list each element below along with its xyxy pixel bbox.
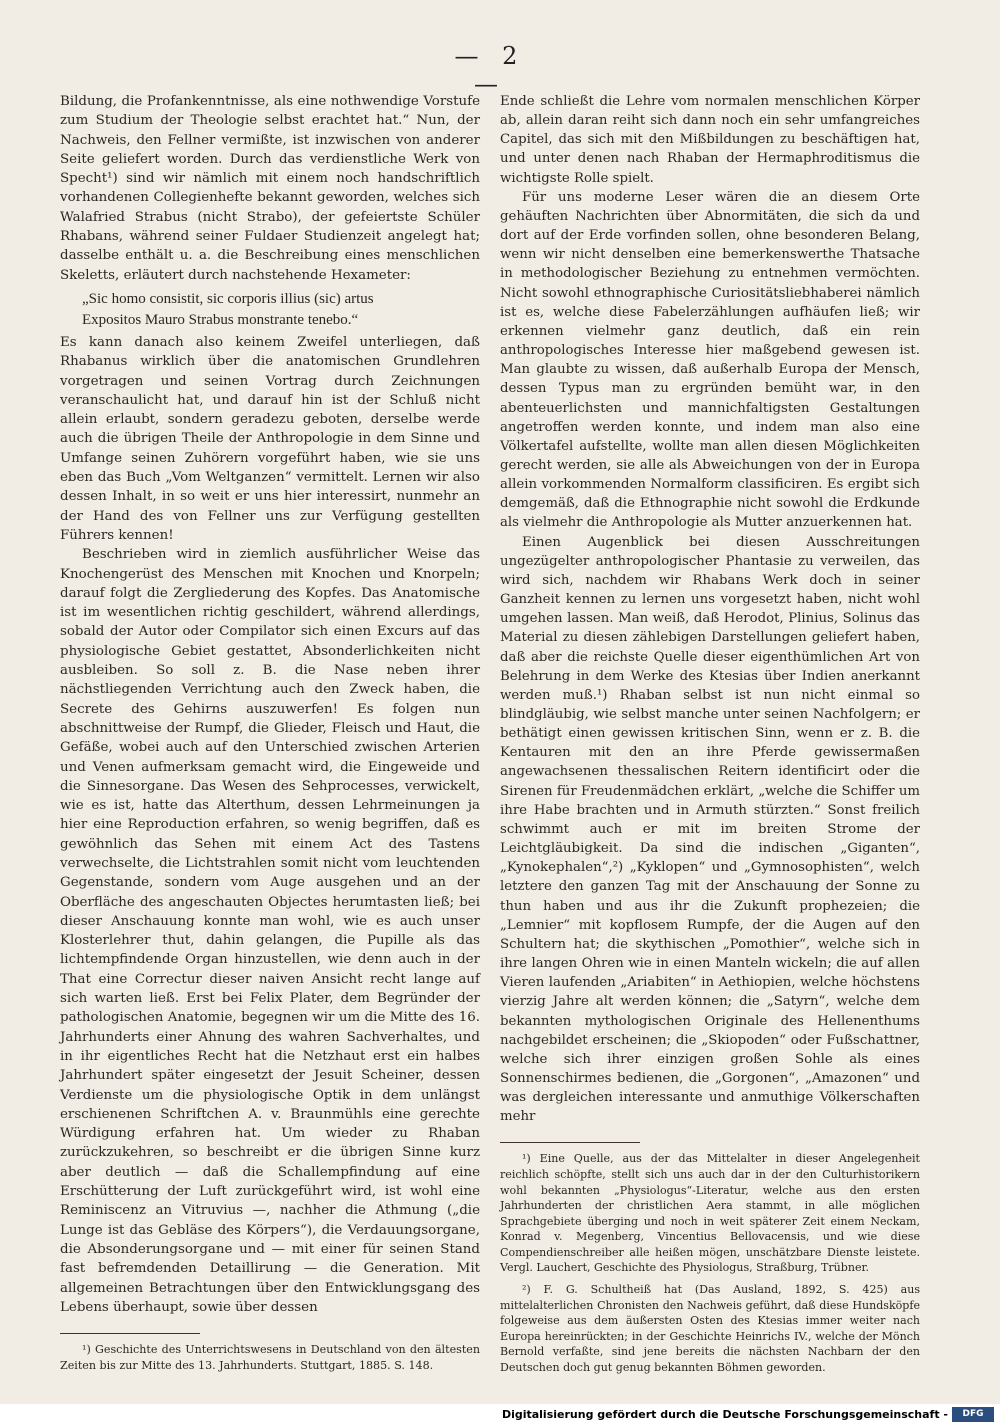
quote-line: Expositos Mauro Strabus monstrante tenebo.“ bbox=[82, 311, 359, 328]
page-number: — 2 — bbox=[454, 42, 526, 98]
footnote: ¹) Eine Quelle, aus der das Mittelalter in dieser Angelegenheit reichlich schöpfte, stellt sich uns auch dar in der den Culturhistorikern wohl bekannten „Physiologus“-Literatur, welche aus den ersten Jahrhunderten der christlichen Aera stammt, in alle möglichen Sprachgebiete überging und noch in weit späterer Zeit einem Neckam, Konrad v. Megenberg, Vincentius Bellovacensis, und wie diese Compendienschreiber alle heißen mögen, unschätzbare Dienste leistete. Vergl. Lauchert, Geschichte des Physiologus, Straßburg, Trübner. bbox=[500, 1152, 920, 1275]
paragraph: Es kann danach also keinem Zweifel unterliegen, daß Rhabanus wirklich über die anatomischen Grundlehren vorgetragen und seinen Vortrag durch Zeichnungen veranschaulicht hat, und darauf hin ist der Schluß nicht allein erlaubt, sondern geradezu geboten, derselbe werde auch die übrigen Theile der Anthropologie in dem Sinne und Umfange seinen Zuhörern vorgeführt haben, wie sie uns eben das Buch „Vom Weltganzen“ vermittelt. Lernen wir also dessen Inhalt, in so weit er uns hier interessirt, nunmehr an der Hand des von Fellner uns zur Verfügung gestellten Führers kennen! bbox=[60, 334, 480, 543]
latin-quote bbox=[60, 289, 480, 331]
quote-line: „Sic homo consistit, sic corporis illius (sic) artus bbox=[82, 290, 374, 307]
paragraph: Beschrieben wird in ziemlich ausführlicher Weise das Knochengerüst des Menschen mit Knochen und Knorpeln; darauf folgt die Zergliederung des Kopfes. Das Anatomische ist im wesentlichen richtig geschildert, während allerdings, sobald der Autor oder Compilator sich einen Excurs auf das physiologische Gebiet gestattet, Absonderlichkeiten nicht ausbleiben. So soll z. B. die Nase neben ihrer nächstliegenden Verrichtung auch den Zweck haben, die Secrete des Gehirns auszuwerfen! Es folgen nun abschnittweise der Rumpf, die Glieder, Fleisch und Haut, die Gefäße, wobei auch auf den Unterschied zwischen Arterien und Venen aufmerksam gemacht wird, die Eingeweide und die Sinnesorgane. Das Wesen des Sehprocesses, verwickelt, wie es ist, hatte das Alterthum, dessen Lehrmeinungen ja hier eine Reproduction erfahren, so wenig begriffen, daß es gewöhnlich das Sehen mit einem Act des Tastens verwechselte, die Lichtstrahlen somit nicht vom leuchtenden Gegenstande, sondern vom Auge ausgehen und an der Oberfläche des angeschauten Objectes herumtasten ließ; bei dieser Anschauung konnte man wohl, wie es auch unser Klosterlehrer thut, dahin gelangen, die Pupille als das lichtempfindende Organ hinzustellen, wie denn auch in der That eine Correctur dieser naiven Ansicht recht lange auf sich warten ließ. Erst bei Felix Plater, dem Begründer der pathologischen Anatomie, begegnen wir um die Mitte des 16. Jahrhunderts einer Ahnung des wahren Sachverhaltes, und in ihr eigentliches Recht hat die Netzhaut erst ein halbes Jahrhundert später eingesetzt der Jesuit Scheiner, dessen Verdienste um die physiologische Optik in dem unlängst erschienenen Schriftchen A. v. Braunmühls eine gerechte Würdigung erfahren hat. Um wieder zu Rhaban zurückzukehren, so beschreibt er die übrigen Sinne kurz aber deutlich — daß die Schallempfindung auf eine Erschütterung der Luft zurückgeführt wird, ist wohl eine Reminiscenz an Vitruvius —, nachher die Athmung („die Lunge ist das Gebläse des Körpers“), die Verdauungsorgane, die Absonderungsorgane und — mit einer für seinen Stand fast befremdenden Detaillirung — die Generation. Mit allgemeinen Betrachtungen über den Entwicklungsgang des Lebens überhaupt, sowie über dessen bbox=[60, 547, 480, 1315]
paragraph: Bildung, die Profankenntnisse, als eine nothwendige Vorstufe zum Studium der Theologie selbst erachtet hat.“ Nun, der Nachweis, den Fellner vermißte, ist inzwischen von anderer Seite geliefert worden. Durch das verdienstliche Werk von Specht¹) sind wir nämlich mit einem noch handschriftlich vorhandenen Collegienhefte bekannt geworden, welches sich Walafried Strabus (nicht Strabo), der gefeiertste Schüler Rhabans, während seiner Fuldaer Studienzeit angelegt hat; dasselbe enthält u. a. die Beschreibung eines menschlichen Skeletts, erläutert durch nachstehende Hexameter: bbox=[60, 94, 480, 283]
page-header bbox=[0, 42, 1000, 98]
paragraph: Einen Augenblick bei diesen Ausschreitungen ungezügelter anthropologischer Phantasie zu verweilen, das wird sich, nachdem wir Rhabans Werk doch in seiner Ganzheit kennen zu lernen uns vorgesetzt haben, nicht wohl umgehen lassen. Man weiß, daß Herodot, Plinius, Solinus das Material zu diesen zählebigen Darstellungen geliefert haben, daß aber die reichste Quelle dieser eigenthümlichen Art von Belehrung in dem Werke des Ktesias über Indien anerkannt werden muß.¹) Rhaban selbst ist nun nicht einmal so blindgläubig, wie selbst manche unter seinen Nachfolgern; er bethätigt einen gewissen kritischen Sinn, wenn er z. B. die Kentauren mit den an ihre Pferde gewissermaßen angewachsenen thessalischen Reitern identificirt oder die Sirenen für Freudenmädchen erklärt, „welche die Schiffer um ihre Habe brachten und in Armuth stürzten.“ Sonst freilich schwimmt auch er mit im breiten Strome der Leichtgläubigkeit. Da sind die indischen „Giganten“, „Kynokephalen“,²) „Kyklopen“ und „Gymnosophisten“, welch letztere den ganzen Tag mit der Anschauung der Sonne zu thun haben und aus ihr die Zukunft prophezeien; die „Lemnier“ mit kopflosem Rumpfe, der die Augen auf den Schultern hat; die skythischen „Pomothier“, welche sich in ihre langen Ohren wie in einen Manteln wickeln; die auf allen Vieren laufenden „Ariabiten“ in Aethiopien, welche höchstens vierzig Jahre alt werden können; die „Satyrn“, welche dem bekannten mythologischen Originale des Hellenenthums nachgebildet erscheinen; die „Skiopoden“ oder Fußschattner, welche sich ihrer einzigen großen Sohle als eines Sonnenschirmes bedienen, die „Gorgonen“, „Amazonen“ und was dergleichen interessante und anmuthige Völkerschaften mehr bbox=[500, 534, 920, 1125]
footnote: ²) F. G. Schultheiß hat (Das Ausland, 1892, S. 425) aus mittelalterlichen Chronisten den Nachweis geführt, daß diese Hundsköpfe folgeweise aus dem äußersten Osten des Ktesias immer weiter nach Europa hereinrückten; in der Geschichte Heinrichs IV., welche der Mönch Bernold verfaßte, sind jene bereits die nächsten Nachbarn der den Deutschen doch gut genug bekannten Böhmen geworden. bbox=[500, 1282, 920, 1374]
paragraph: Für uns moderne Leser wären die an diesem Orte gehäuften Nachrichten über Abnormitäten, die sich da und dort auf der Erde vorfinden sollen, ohne besonderen Belang, wenn wir nicht denselben eine bemerkenswerthe Thatsache in methodologischer Beziehung zu entnehmen vermöchten. Nicht sowohl ethnographische Curiositätsliebhaberei nämlich ist es, welche diese Fabelerzählungen aufhäufen ließ; wir erkennen vielmehr ganz deutlich, daß ein rein anthropologisches Interesse hier maßgebend gewesen ist. Man glaubte zu wissen, daß außerhalb Europa der Mensch, dessen Typus man zu ergründen bemüht war, in den abenteuerlichsten und mannichfaltigsten Gestaltungen angetroffen werden konnte, und indem man also eine Völkertafel aufstellte, wollte man allen diesen Möglichkeiten gerecht werden, sie alle als Abweichungen von der in Europa allein vorkommenden Normalform classificiren. Es ergibt sich demgemäß, daß die Ethnographie nicht sowohl die Erdkunde als vielmehr die Anthropologie als Mutter anzuerkennen hat. bbox=[500, 189, 920, 531]
paragraph: Ende schließt die Lehre vom normalen menschlichen Körper ab, allein daran reiht sich dann noch ein sehr umfangreiches Capitel, das sich mit den Mißbildungen zu beschäftigen hat, und unter denen nach Rhaban der Hermaphroditismus die wichtigste Rolle spielt. bbox=[500, 94, 920, 186]
dfg-logo-icon: DFG bbox=[952, 1407, 994, 1422]
footnote: ¹) Geschichte des Unterrichtswesens in Deutschland von den ältesten Zeiten bis zur Mitte des 13. Jahrhunderts. Stuttgart, 1885. S. 148. bbox=[60, 1343, 480, 1372]
footnote-divider bbox=[500, 1142, 640, 1143]
right-column bbox=[500, 92, 920, 1375]
footnote-divider bbox=[60, 1333, 200, 1334]
left-column bbox=[60, 92, 480, 1373]
digitization-footer bbox=[0, 1404, 1000, 1426]
digitization-note: Digitalisierung gefördert durch die Deutsche Forschungsgemeinschaft - bbox=[501, 1408, 948, 1421]
